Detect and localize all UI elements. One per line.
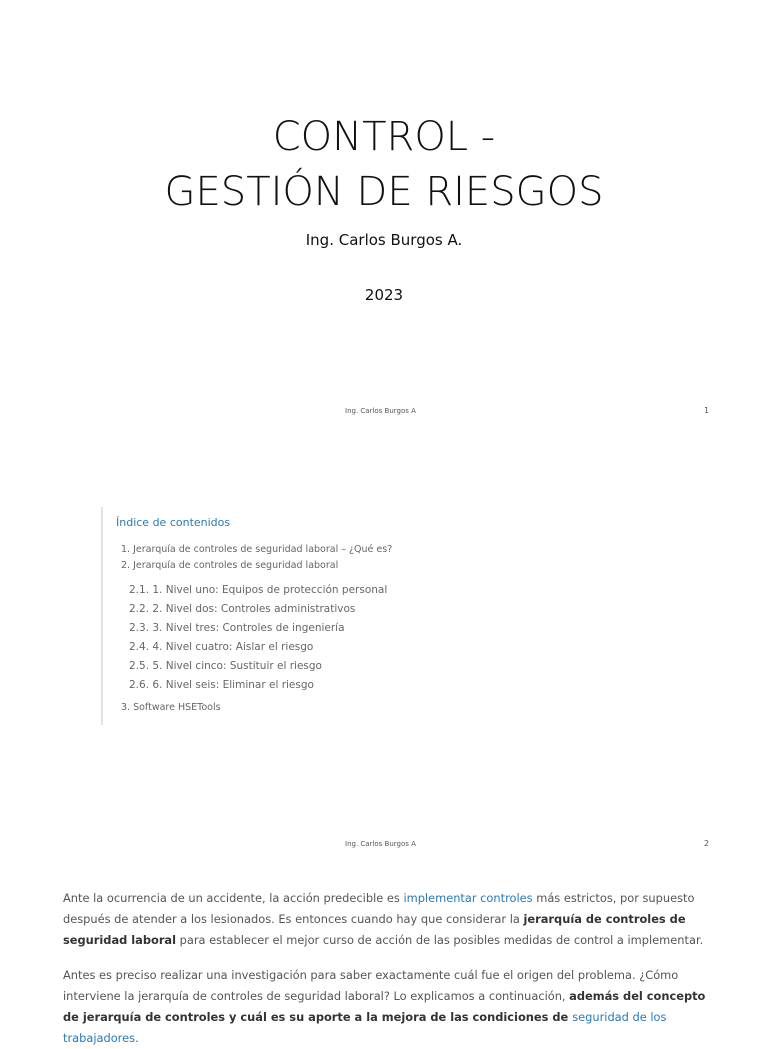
page1-footer-label: Ing. Carlos Burgos A (345, 407, 416, 415)
toc-subitem[interactable]: 2.1. 1. Nivel uno: Equipos de protección personal (129, 584, 388, 596)
paragraph-text: Antes es preciso realizar una investigación para saber exactamente cuál fue el origen del problema. ¿Cómo interviene la jerarquía de controles de seguridad laboral? Lo explicamos a continuación, (63, 968, 679, 1003)
paragraph-text: Ante la ocurrencia de un accidente, la acción predecible es (63, 891, 404, 905)
bold-text: jerarquía de controles de seguridad laboral (63, 912, 686, 947)
cover-title-line2: GESTIÓN DE RIESGOS (164, 169, 604, 215)
paragraph-text: más estrictos, por supuesto después de atender a los lesionados. Es entonces cuando hay que considerar la (63, 891, 695, 926)
toc-subitem[interactable]: 2.5. 5. Nivel cinco: Sustituir el riesgo (129, 660, 322, 672)
toc-item[interactable]: 3. Software HSETools (121, 702, 221, 713)
link-implementar-controles[interactable]: implementar controles (403, 891, 533, 905)
page2-number: 2 (704, 839, 710, 848)
link-seguridad-trabajadores[interactable]: seguridad de los trabajadores (63, 1010, 667, 1045)
cover-year: 2023 (364, 286, 404, 304)
toc-heading[interactable]: Índice de contenidos (116, 516, 231, 529)
table-of-contents (101, 507, 403, 725)
toc-item[interactable]: 1. Jerarquía de controles de seguridad laboral – ¿Qué es? (121, 544, 393, 555)
cover-title-line1: CONTROL - (272, 114, 496, 160)
toc-subitem[interactable]: 2.3. 3. Nivel tres: Controles de ingeniería (129, 622, 345, 634)
cover-title (0, 110, 768, 220)
paragraph-1 (63, 888, 723, 951)
paragraph-text: . (135, 1031, 139, 1045)
cover-author: Ing. Carlos Burgos A. (305, 231, 463, 249)
page1-number: 1 (704, 406, 710, 415)
toc-subitem[interactable]: 2.6. 6. Nivel seis: Eliminar el riesgo (129, 679, 314, 691)
toc-item[interactable]: 2. Jerarquía de controles de seguridad laboral (121, 560, 339, 571)
paragraph-text: para establecer el mejor curso de acción de las posibles medidas de control a implementar. (176, 933, 704, 947)
paragraph-2 (63, 965, 723, 1049)
toc-subitem[interactable]: 2.2. 2. Nivel dos: Controles administrativos (129, 603, 356, 615)
bold-text: además del concepto de jerarquía de controles y cuál es su aporte a la mejora de las condiciones de (63, 989, 706, 1024)
page2-footer-label: Ing. Carlos Burgos A (345, 840, 416, 848)
toc-subitem[interactable]: 2.4. 4. Nivel cuatro: Aislar el riesgo (129, 641, 314, 653)
